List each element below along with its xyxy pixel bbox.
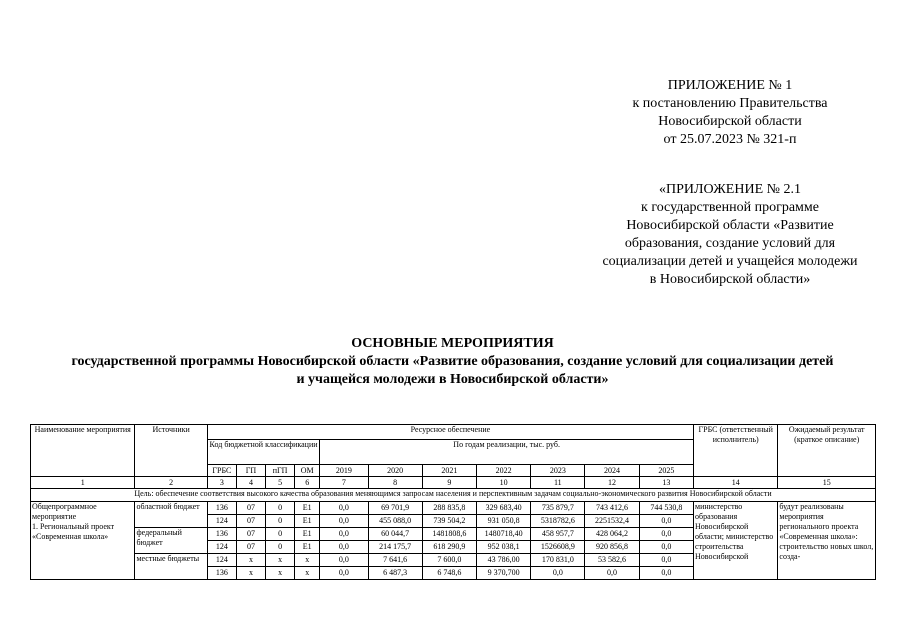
table-cell: 0,0 [320, 502, 368, 515]
table-cell: 329 683,40 [476, 502, 530, 515]
table-cell: 455 088,0 [368, 515, 422, 528]
table-cell: 43 786,00 [476, 554, 530, 567]
table-row [31, 502, 876, 515]
appendix-1-block [560, 77, 900, 149]
table-cell: 0,0 [639, 528, 693, 541]
table-cell: 7 641,6 [368, 554, 422, 567]
table-cell: 170 831,0 [531, 554, 585, 567]
table-cell: 0,0 [639, 515, 693, 528]
header-grbs: ГРБС (ответственный исполнитель) [694, 425, 778, 477]
table-cell: 136 [207, 567, 236, 580]
header-code-col: ГРБС [207, 465, 236, 477]
appendix-1-title: ПРИЛОЖЕНИЕ № 1 [667, 78, 793, 93]
document-title-subheading: и учащейся молодежи в Новосибирской области» [296, 372, 609, 387]
column-number: 12 [585, 477, 639, 489]
column-number: 3 [207, 477, 236, 489]
table-cell: 618 290,9 [422, 541, 476, 554]
header-year: 2022 [476, 465, 530, 477]
table-header-row [31, 425, 876, 440]
table-cell: 07 [236, 541, 265, 554]
document-title-heading: ОСНОВНЫЕ МЕРОПРИЯТИЯ [351, 336, 554, 351]
table-cell: 0 [266, 528, 295, 541]
column-number: 10 [476, 477, 530, 489]
table-cell: 0,0 [585, 567, 639, 580]
table-cell: E1 [295, 541, 320, 554]
table-cell: 6 487,3 [368, 567, 422, 580]
header-budget-code: Код бюджетной классификации [207, 440, 319, 465]
column-number: 11 [531, 477, 585, 489]
table-cell: х [236, 567, 265, 580]
table-cell: 124 [207, 554, 236, 567]
table-cell: 07 [236, 528, 265, 541]
table-cell: 0 [266, 515, 295, 528]
table-cell: 0,0 [320, 554, 368, 567]
header-event-name: Наименование мероприятия [31, 425, 135, 477]
table-cell: 0,0 [320, 528, 368, 541]
appendix-2-1-line: к государственной программе [641, 200, 819, 215]
table-cell: 0,0 [320, 567, 368, 580]
table-cell: 744 530,8 [639, 502, 693, 515]
appendix-2-1-line: социализации детей и учащейся молодежи [602, 254, 858, 269]
table-cell: х [266, 567, 295, 580]
column-number: 14 [694, 477, 778, 489]
table-cell: 0 [266, 541, 295, 554]
header-code-col: ОМ [295, 465, 320, 477]
table-cell: 920 856,8 [585, 541, 639, 554]
header-year: 2020 [368, 465, 422, 477]
event-name-line: «Современная школа» [32, 532, 109, 541]
appendix-1-line: Новосибирской области [658, 114, 802, 129]
table-cell: х [266, 554, 295, 567]
column-number: 7 [320, 477, 368, 489]
table-cell: 743 412,6 [585, 502, 639, 515]
goal-text: Цель: обеспечение соответствия высокого качества образования меняющимся запросам населения и перспективным задачам социально-экономического развития Новосибирской области [31, 489, 876, 502]
event-name-line: Общепрограммное [32, 502, 97, 511]
table-cell: 124 [207, 515, 236, 528]
column-number: 8 [368, 477, 422, 489]
source-local-budgets: местные бюджеты [135, 554, 207, 580]
table-cell: х [295, 554, 320, 567]
column-number: 15 [778, 477, 876, 489]
table-cell: 0,0 [320, 541, 368, 554]
column-number-row [31, 477, 876, 489]
table-cell: 6 748,6 [422, 567, 476, 580]
table-cell: 458 957,7 [531, 528, 585, 541]
table-cell: 2251532,4 [585, 515, 639, 528]
table-cell: 136 [207, 528, 236, 541]
event-name-cell [31, 502, 135, 580]
appendix-2-1-line: Новосибирской области «Развитие [626, 218, 834, 233]
table-cell: 1526608,9 [531, 541, 585, 554]
document-title [0, 335, 905, 389]
table-cell: 124 [207, 541, 236, 554]
appendix-2-1-line: образования, создание условий для [624, 236, 836, 251]
appendix-1-date: от 25.07.2023 № 321-п [663, 132, 797, 147]
header-year: 2025 [639, 465, 693, 477]
column-number: 1 [31, 477, 135, 489]
table-cell: 5318782,6 [531, 515, 585, 528]
table-cell: 428 064,2 [585, 528, 639, 541]
table-cell: 136 [207, 502, 236, 515]
column-number: 9 [422, 477, 476, 489]
column-number: 6 [295, 477, 320, 489]
table-cell: E1 [295, 515, 320, 528]
executor-cell: министерство образования Новосибирской области; министерство строительства Новосибирской [694, 502, 778, 580]
table-cell: 0 [266, 502, 295, 515]
table-cell: 53 582,6 [585, 554, 639, 567]
table-cell: 07 [236, 502, 265, 515]
column-number: 2 [135, 477, 207, 489]
table-cell: 0,0 [639, 554, 693, 567]
table-cell: 0,0 [639, 541, 693, 554]
event-name-line: мероприятие [32, 512, 77, 521]
table-cell: 07 [236, 515, 265, 528]
goal-row [31, 489, 876, 502]
table-cell: 69 701,9 [368, 502, 422, 515]
header-by-years: По годам реализации, тыс. руб. [320, 440, 694, 465]
events-table [30, 424, 876, 580]
header-sources: Источники [135, 425, 207, 477]
expected-result-cell: будут реализованы мероприятия регионального проекта «Современная школа»: строительство новых школ, созда- [778, 502, 876, 580]
header-code-col: ГП [236, 465, 265, 477]
table-cell: 0,0 [639, 567, 693, 580]
table-cell: х [295, 567, 320, 580]
header-year: 2024 [585, 465, 639, 477]
event-name-line: 1. Региональный проект [32, 522, 115, 531]
table-cell: 931 050,8 [476, 515, 530, 528]
column-number: 13 [639, 477, 693, 489]
header-year: 2021 [422, 465, 476, 477]
appendix-2-1-block [560, 181, 900, 289]
table-cell: E1 [295, 528, 320, 541]
source-regional-budget: областной бюджет [135, 502, 207, 528]
table-cell: 0,0 [320, 515, 368, 528]
source-federal-budget: федеральный бюджет [135, 528, 207, 554]
table-cell: 60 044,7 [368, 528, 422, 541]
table-cell: 288 835,8 [422, 502, 476, 515]
table-cell: 1480718,40 [476, 528, 530, 541]
appendix-1-line: к постановлению Правительства [632, 96, 828, 111]
appendix-2-1-line: в Новосибирской области» [649, 272, 811, 287]
table-cell: 9 370,700 [476, 567, 530, 580]
table-cell: 952 038,1 [476, 541, 530, 554]
header-year: 2019 [320, 465, 368, 477]
header-expected-result: Ожидаемый результат (краткое описание) [778, 425, 876, 477]
table-cell: 214 175,7 [368, 541, 422, 554]
table-cell: 735 879,7 [531, 502, 585, 515]
table-cell: 7 600,0 [422, 554, 476, 567]
column-number: 5 [266, 477, 295, 489]
column-number: 4 [236, 477, 265, 489]
table-cell: 739 504,2 [422, 515, 476, 528]
header-resources: Ресурсное обеспечение [207, 425, 693, 440]
table-cell: 1481808,6 [422, 528, 476, 541]
header-code-col: пГП [266, 465, 295, 477]
header-year: 2023 [531, 465, 585, 477]
table-cell: х [236, 554, 265, 567]
document-title-subheading: государственной программы Новосибирской области «Развитие образования, создание условий для социализации детей [71, 354, 834, 369]
table-cell: 0,0 [531, 567, 585, 580]
table-cell: E1 [295, 502, 320, 515]
appendix-2-1-title: «ПРИЛОЖЕНИЕ № 2.1 [659, 182, 801, 197]
